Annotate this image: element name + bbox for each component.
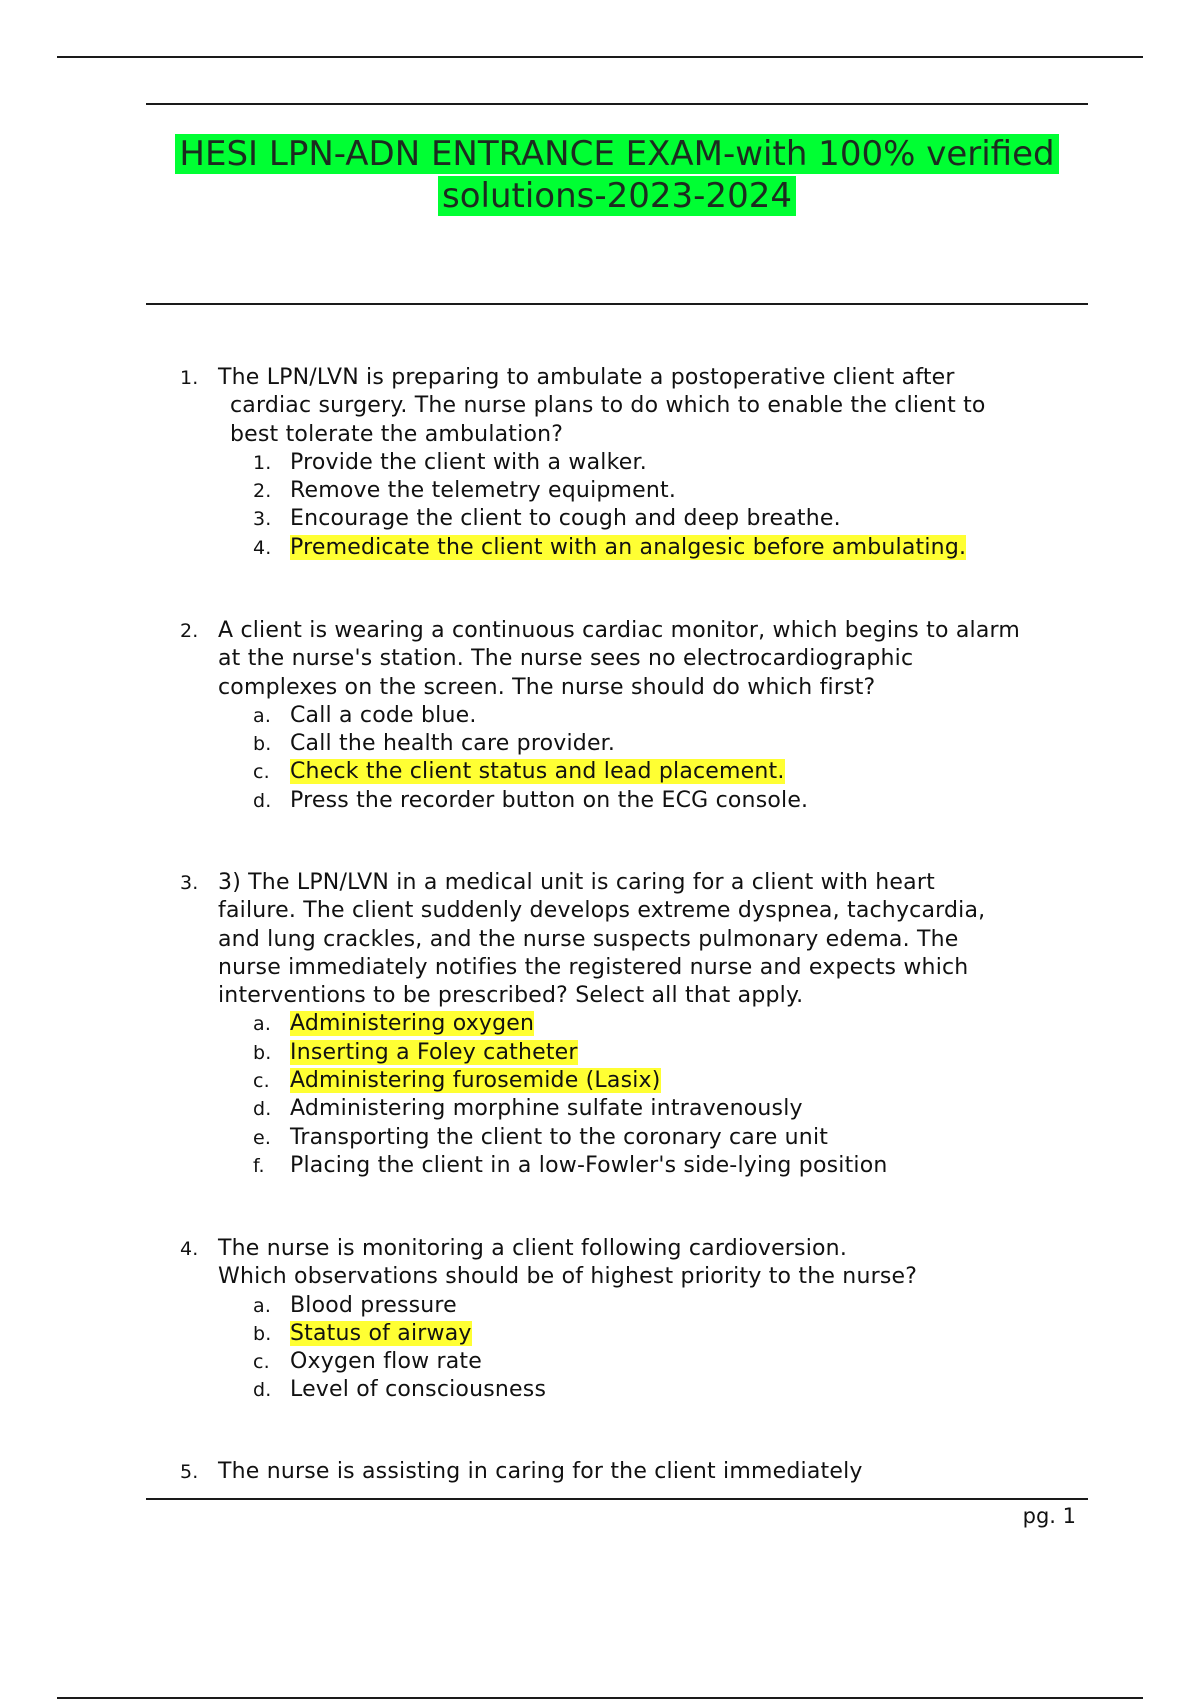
answer-option [180, 1152, 1080, 1180]
question-text-line: at the nurse's station. The nurse sees no electrocardiographic [218, 646, 914, 672]
option-marker: d. [253, 789, 272, 812]
option-marker: d. [253, 1098, 272, 1121]
answer-option [180, 477, 1080, 505]
answer-option-correct [180, 534, 1080, 562]
option-text-highlighted: Administering furosemide (Lasix) [290, 1068, 661, 1094]
question-text-line: failure. The client suddenly develops extreme dyspnea, tachycardia, [218, 898, 986, 924]
option-marker: a. [253, 1013, 272, 1036]
option-text: Blood pressure [290, 1292, 457, 1318]
option-marker: a. [253, 1294, 272, 1317]
page-bottom-rule [57, 1697, 1143, 1699]
question-text [218, 1458, 1080, 1486]
title-bottom-rule [146, 303, 1088, 305]
question-text [218, 1235, 1080, 1292]
title-line-1: HESI LPN-ADN ENTRANCE EXAM-with 100% verified [175, 134, 1058, 174]
answer-option [180, 787, 1080, 815]
question-text-line: complexes on the screen. The nurse should do which first? [218, 674, 876, 700]
page-top-rule [57, 56, 1143, 58]
option-marker: 1. [253, 451, 272, 474]
option-marker: a. [253, 704, 272, 727]
option-text: Call a code blue. [290, 702, 477, 728]
question-text-line: Which observations should be of highest priority to the nurse? [218, 1264, 918, 1290]
question-1 [180, 364, 1080, 562]
question-text [218, 364, 1080, 449]
question-number: 3. [180, 872, 199, 894]
answer-options [180, 449, 1080, 562]
option-marker: d. [253, 1379, 272, 1402]
option-marker: b. [253, 1322, 272, 1345]
option-text: Administering morphine sulfate intravenously [290, 1096, 803, 1122]
option-marker: c. [253, 1351, 270, 1374]
title-top-rule [146, 103, 1088, 105]
page-number: pg. 1 [1022, 1504, 1076, 1528]
answer-option-correct [180, 758, 1080, 786]
answer-options [180, 702, 1080, 815]
option-marker: c. [253, 761, 270, 784]
option-marker: b. [253, 733, 272, 756]
option-marker: 2. [253, 480, 272, 503]
option-marker: 3. [253, 508, 272, 531]
option-text: Oxygen flow rate [290, 1349, 482, 1375]
option-marker: e. [253, 1126, 272, 1149]
title-line-2: solutions-2023-2024 [438, 176, 796, 216]
option-marker: 4. [253, 536, 272, 559]
document-title [146, 133, 1088, 217]
answer-option [180, 449, 1080, 477]
answer-option [180, 1095, 1080, 1123]
option-marker: b. [253, 1041, 272, 1064]
answer-option-correct [180, 1039, 1080, 1067]
option-text-highlighted: Administering oxygen [290, 1011, 535, 1037]
option-text: Transporting the client to the coronary care unit [290, 1124, 829, 1150]
option-text: Level of consciousness [290, 1377, 547, 1403]
question-2 [180, 617, 1080, 815]
answer-option-correct [180, 1320, 1080, 1348]
question-number: 5. [180, 1461, 199, 1483]
question-number: 2. [180, 620, 199, 642]
option-marker: c. [253, 1070, 270, 1093]
question-text-line: interventions to be prescribed? Select all that apply. [218, 983, 804, 1009]
question-text-line: The nurse is monitoring a client following cardioversion. [218, 1236, 848, 1261]
question-text-line: 3) The LPN/LVN in a medical unit is caring for a client with heart [218, 870, 935, 895]
option-text: Call the health care provider. [290, 731, 616, 757]
answer-option [180, 1124, 1080, 1152]
answer-option-correct [180, 1067, 1080, 1095]
answer-options [180, 1292, 1080, 1405]
option-text: Remove the telemetry equipment. [290, 478, 677, 504]
question-text-line: The LPN/LVN is preparing to ambulate a postoperative client after [218, 365, 955, 390]
option-text: Press the recorder button on the ECG console. [290, 787, 809, 813]
question-text-line: and lung crackles, and the nurse suspects pulmonary edema. The [218, 926, 959, 952]
answer-option [180, 1348, 1080, 1376]
answer-option [180, 702, 1080, 730]
footer-rule [146, 1498, 1088, 1500]
answer-option [180, 1292, 1080, 1320]
question-4 [180, 1235, 1080, 1405]
question-number: 4. [180, 1238, 199, 1260]
option-text: Provide the client with a walker. [290, 449, 647, 475]
question-5 [180, 1458, 1080, 1486]
question-text-line: best tolerate the ambulation? [230, 421, 564, 447]
option-text: Placing the client in a low-Fowler's side-lying position [290, 1152, 888, 1178]
answer-option [180, 730, 1080, 758]
question-text-line: nurse immediately notifies the registered nurse and expects which [218, 954, 969, 980]
option-text-highlighted: Check the client status and lead placement. [290, 759, 785, 785]
answer-option [180, 1376, 1080, 1404]
question-text [218, 869, 1080, 1010]
option-text: Encourage the client to cough and deep breathe. [290, 506, 841, 532]
question-text-line: A client is wearing a continuous cardiac monitor, which begins to alarm [218, 618, 1020, 643]
answer-options [180, 1010, 1080, 1180]
option-text-highlighted: Status of airway [290, 1320, 472, 1346]
question-text-line: cardiac surgery. The nurse plans to do which to enable the client to [230, 393, 986, 419]
question-text-line: The nurse is assisting in caring for the client immediately [218, 1459, 863, 1484]
question-number: 1. [180, 367, 199, 389]
answer-option-correct [180, 1010, 1080, 1038]
option-text-highlighted: Inserting a Foley catheter [290, 1039, 578, 1065]
question-text [218, 617, 1080, 702]
answer-option [180, 505, 1080, 533]
question-3 [180, 869, 1080, 1180]
option-text-highlighted: Premedicate the client with an analgesic before ambulating. [290, 534, 967, 560]
option-marker: f. [253, 1154, 265, 1177]
